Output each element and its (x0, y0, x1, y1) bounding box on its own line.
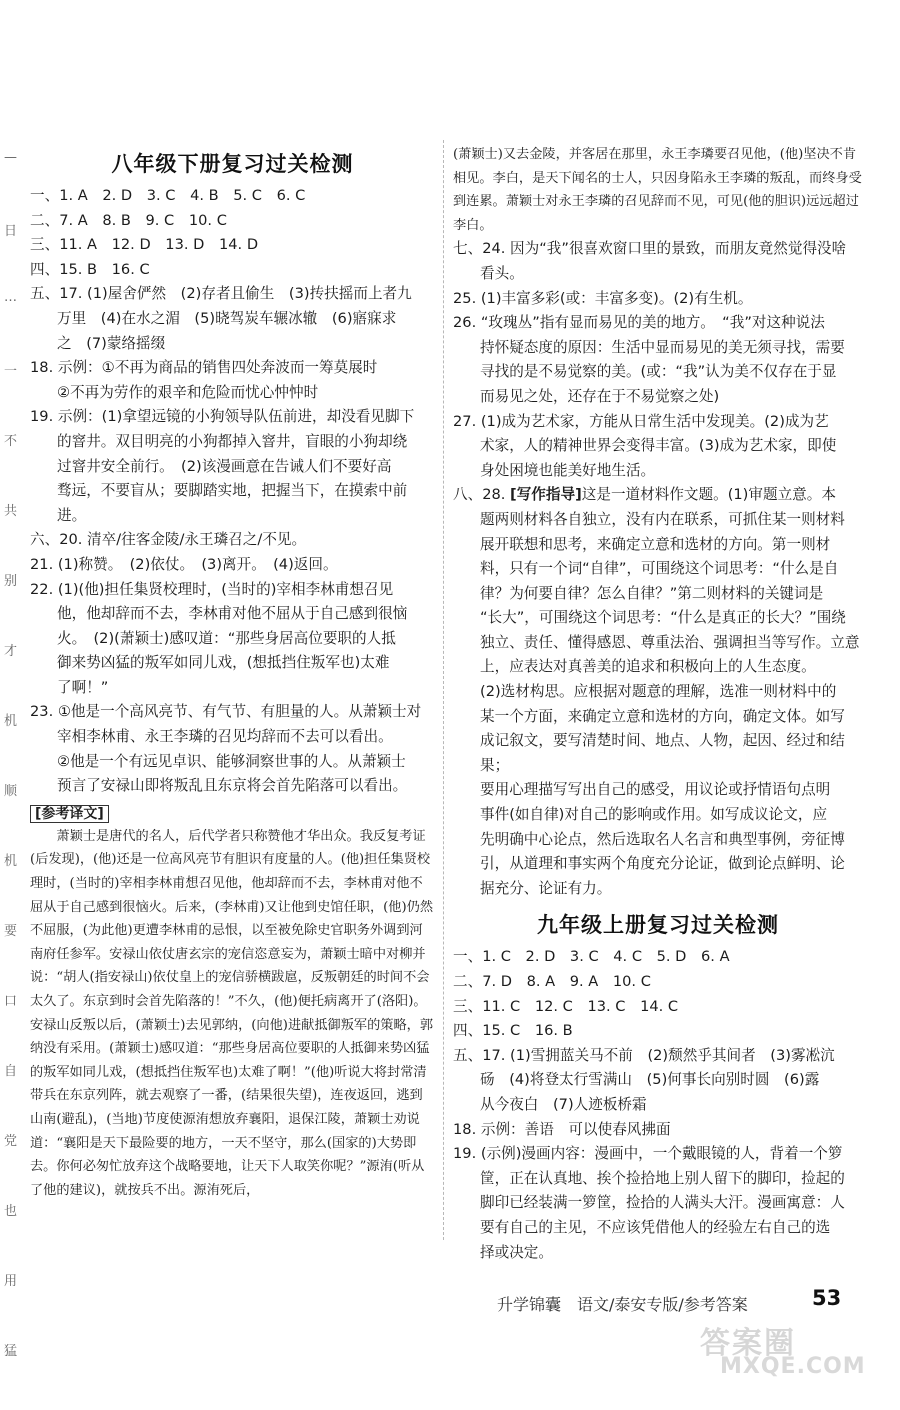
left-column (30, 138, 435, 1202)
answer-line: 18. 示例：①不再为商品的销售四处奔波而一筹莫展时 (30, 359, 378, 377)
answer-line: 一、1. A 2. D 3. C 4. B 5. C 6. C (30, 187, 306, 204)
grade9-answer-list (453, 945, 863, 1265)
answer-line: 19. 示例：(1)拿望远镜的小狗领导队伍前进，却没看见脚下 (30, 408, 415, 426)
writing-guide-line: 料，只有一个词“自律”，可围绕这个词思考：“什么是自 (480, 560, 839, 578)
edge-char: 党 (4, 1134, 18, 1149)
answer-line: 持怀疑态度的原因：生活中显而易见的美无须寻找，需要 (480, 338, 845, 356)
edge-char: 机 (4, 714, 18, 729)
answer-line: 26. “玫瑰丛”指有显而易见的美的地方。 “我”对这种说法 (453, 314, 825, 332)
answer-line: 过窨井安全前行。 (2)该漫画意在告诫人们不要好高 (57, 457, 392, 475)
answer-line: 七、24. 因为“我”很喜欢窗口里的景致，而朋友竟然觉得没啥 (453, 240, 847, 258)
watermark-logo: 答案圈 (700, 1326, 796, 1361)
writing-guide-line: (2)选材构思。应根据对题意的理解，选准一则材料中的 (480, 683, 837, 701)
answer-line: 寻找的是不易觉察的美。(或：“我”认为美不仅存在于显 (480, 363, 837, 381)
writing-guide-line: 事件(如自律)对自己的影响或作用。如写成议论文，应 (480, 806, 828, 824)
translation-text-continued: (萧颖士)又去金陵，并客居在那里，永王李璘要召见他，(他)坚决不肯相见。李白，是天下闻名的士人，只因身陷永王李璘的叛乱，而终身受到连累。萧颖士对永王李璘的召见辞而不见，可见(他的胆识)远远超过李白。 (453, 147, 862, 233)
writing-guide-line: “长大”，可围绕这个词思考：“什么是真正的长大？”围绕 (480, 609, 846, 627)
edge-char: 别 (4, 574, 18, 589)
answer-line: 18. 示例：善语 可以使春风拂面 (453, 1120, 671, 1138)
answer-line: 要有自己的主见，不应该凭借他人的经验左右自己的选 (480, 1218, 831, 1236)
writing-guide-line: 律？为何要自律？怎么自律？”第二则材料的关键词是 (480, 584, 824, 602)
answer-line: 身处困境也能美好地生活。 (480, 461, 656, 479)
answer-line: 21. (1)称赞。 (2)依仗。 (3)离开。 (4)返回。 (30, 555, 338, 573)
answer-line: 万里 (4)在水之湄 (5)晓驾炭车辗冰辙 (6)寤寐求 (57, 309, 397, 327)
edge-char: … (4, 290, 17, 305)
answer-line: 27. (1)成为艺术家，方能从日常生活中发现美。(2)成为艺 (453, 412, 829, 430)
edge-char: 口 (4, 994, 18, 1009)
answer-line: 砀 (4)将登太行雪满山 (5)何事长向别时圆 (6)露 (480, 1071, 820, 1089)
reading-answer-list (453, 237, 863, 483)
answer-line: 25. (1)丰富多彩(或：丰富多变)。(2)有生机。 (453, 289, 753, 307)
answer-line: 六、20. 清卒/往客金陵/永王璘召之/不见。 (30, 531, 307, 549)
answer-line: 而易见之处，还存在于不易觉察之处) (480, 387, 720, 405)
edge-char: 日 (4, 224, 18, 239)
writing-guide-first-line: 八、28. [写作指导]这是一道材料作文题。(1)审题立意。本 (453, 486, 836, 504)
translation-text: 萧颖士是唐代的名人，后代学者只称赞他才华出众。我反复考证(后发现)，(他)还是一位高风亮节有胆识有度量的人。(他)担任集贤校理时，(当时的)宰相李林甫想召见他，他却辞而不去，李林甫对他不屈从于自己感到很恼火。后来，(李林甫)又让他到史馆任职，(他)仍然不屈服，(为此他)更遭李林甫的忌恨，以至被免除史官职务外调到河南府任参军。安禄山依仗唐玄宗的宠信恣意妄为，萧颖士暗中对柳并说：“胡人(指安禄山)依仗皇上的宠信骄横跋扈，反叛朝廷的时间不会太久了。东京到时会首先陷落的！”不久，(他)便托病离开了(洛阳)。安禄山反叛以后，(萧颖士)去见郭纳，(向他)进献抵御叛军的策略，郭纳没有采用。(萧颖士)感叹道：“那些身居高位要职的人抵御来势凶猛的叛军如同儿戏，(想抵挡住叛军也)太难了啊！”(他)听说大将封常清带兵在东京列阵，就去观察了一番，(结果很失望)，连夜返回，逃到山南(避乱)，(当地)节度使源洧想放弃襄阳，退保江陵，萧颖士劝说道：“襄阳是天下最险要的地方，一天不坚守，那么(国家的)大势即去。你何必匆忙放弃这个战略要地，让天下人取笑你呢？”源洧(听从了他的建议)，就按兵不出。源洧死后， (30, 828, 434, 1198)
answer-line: 御来势凶猛的叛军如同儿戏，(想抵挡住叛军也)太难 (57, 654, 390, 672)
answer-line: 火。 (2)(萧颖士)感叹道：“那些身居高位要职的人抵 (57, 629, 396, 647)
edge-char: 顺 (4, 784, 18, 799)
answer-line: 二、7. D 8. A 9. A 10. C (453, 973, 651, 990)
answer-line: 三、11. C 12. C 13. C 14. C (453, 997, 679, 1015)
answer-line: 22. (1)(他)担任集贤校理时，(当时的)宰相李林甫想召见 (30, 580, 394, 598)
answer-line: 从今夜白 (7)人迹板桥霜 (480, 1095, 647, 1113)
answer-line: 五、17. (1)雪拥蓝关马不前 (2)颓然乎其间者 (3)雾凇沆 (453, 1046, 835, 1064)
answer-line: 之 (7)蒙络摇缀 (57, 334, 166, 352)
writing-guide-line: 上，应表达对真善美的追求和积极向上的人生态度。 (480, 658, 816, 676)
answer-line: 的窨井。双目明亮的小狗都掉入窨井，盲眼的小狗却绕 (57, 432, 408, 450)
answer-line: 23. ①他是一个高风亮节、有气节、有胆量的人。从萧颖士对 (30, 703, 422, 721)
answer-line: 19. (示例)漫画内容：漫画中，一个戴眼镜的人，背着一个箩 (453, 1145, 843, 1163)
answer-line: ②不再为劳作的艰辛和危险而忧心忡忡时 (57, 383, 319, 401)
edge-char: — (4, 150, 17, 165)
edge-char: 也 (4, 1204, 18, 1219)
answer-line: 了啊！” (57, 678, 109, 696)
answer-line: 宰相李林甫、永王李璘的召见均辞而不去可以看出。 (57, 728, 393, 746)
writing-guide-line: 展开联想和思考，来确定立意和选材的方向。第一则材 (480, 535, 831, 553)
edge-char: 共 (4, 504, 18, 519)
answer-line: 一、1. C 2. D 3. C 4. C 5. D 6. A (453, 948, 730, 966)
answer-line: 三、11. A 12. D 13. D 14. D (30, 236, 259, 254)
edge-char: 机 (4, 854, 18, 869)
answer-line: 二、7. A 8. B 9. C 10. C (30, 211, 227, 229)
edge-char: 用 (4, 1274, 18, 1289)
writing-guide-line: 要用心理描写写出自己的感受，用议论或抒情语句点明 (480, 781, 831, 799)
edge-char: 要 (4, 924, 18, 939)
edge-char: 一 (4, 364, 18, 379)
edge-char: 猛 (4, 1344, 18, 1359)
answer-line: 四、15. C 16. B (453, 1022, 573, 1040)
writing-guide-line: 某一个方面，来确定立意和选材的方向，确定文体。如写 (480, 707, 845, 725)
writing-guide-line: 题两则材料各自独立，没有内在联系，可抓住某一则材料 (480, 510, 845, 528)
answer-line: 脚印已经装满一箩筐，捡拾的人满头大汗。漫画寓意：人 (480, 1194, 845, 1212)
answer-line: 筐，正在认真地、挨个捡拾地上别人留下的脚印，捡起的 (480, 1169, 845, 1187)
section-title-grade8: 八年级下册复习过关检测 (111, 152, 354, 176)
binding-edge-text (0, 150, 22, 1410)
writing-guide-line: 引，从道理和事实两个角度充分论证，做到论点鲜明、论 (480, 855, 845, 873)
answer-line: 骛远，不要盲从；要脚踏实地，把握当下，在摸索中前进。 (57, 482, 408, 524)
writing-guide-text (453, 508, 863, 902)
writing-guide-line: 成记叙文，要写清楚时间、地点、人物，起因、经过和结果； (480, 732, 845, 774)
watermark-url: MXQE.COM (720, 1354, 866, 1379)
right-column (453, 143, 863, 1265)
edge-char: 自 (4, 1064, 18, 1079)
section-title-grade9: 九年级上册复习过关检测 (537, 913, 779, 938)
writing-guide-line: 据充分、论证有力。 (480, 879, 612, 897)
writing-guide-line: 独立、责任、懂得感恩、尊重法治、强调担当等写作。立意 (480, 633, 860, 651)
column-divider (443, 140, 445, 1240)
writing-guide-line: 先明确中心论点，然后选取名人名言和典型事例，旁征博 (480, 830, 845, 848)
grade8-answer-list (30, 184, 435, 799)
answer-line: 看头。 (480, 264, 524, 282)
answer-line: 他，他却辞而不去，李林甫对他不屈从于自己感到很恼 (57, 605, 408, 623)
answer-line: 术家，人的精神世界会变得丰富。(3)成为艺术家，即使 (480, 437, 837, 455)
answer-line: 预言了安禄山即将叛乱且东京将会首先陷落可以看出。 (57, 777, 408, 795)
answer-line: 五、17. (1)屋舍俨然 (2)存者且偷生 (3)抟扶摇而上者九 (30, 285, 412, 303)
page-number: 53 (812, 1286, 842, 1310)
translation-heading: [参考译文] (30, 803, 435, 823)
edge-char: 不 (4, 434, 18, 449)
footer-label: 升学锦囊 语文/泰安专版/参考答案 (497, 1295, 748, 1314)
answer-line: 择或决定。 (480, 1243, 553, 1261)
answer-line: ②他是一个有远见卓识、能够洞察世事的人。从萧颖士 (57, 752, 406, 770)
edge-char: 才 (4, 644, 18, 659)
answer-line: 四、15. B 16. C (30, 260, 150, 278)
